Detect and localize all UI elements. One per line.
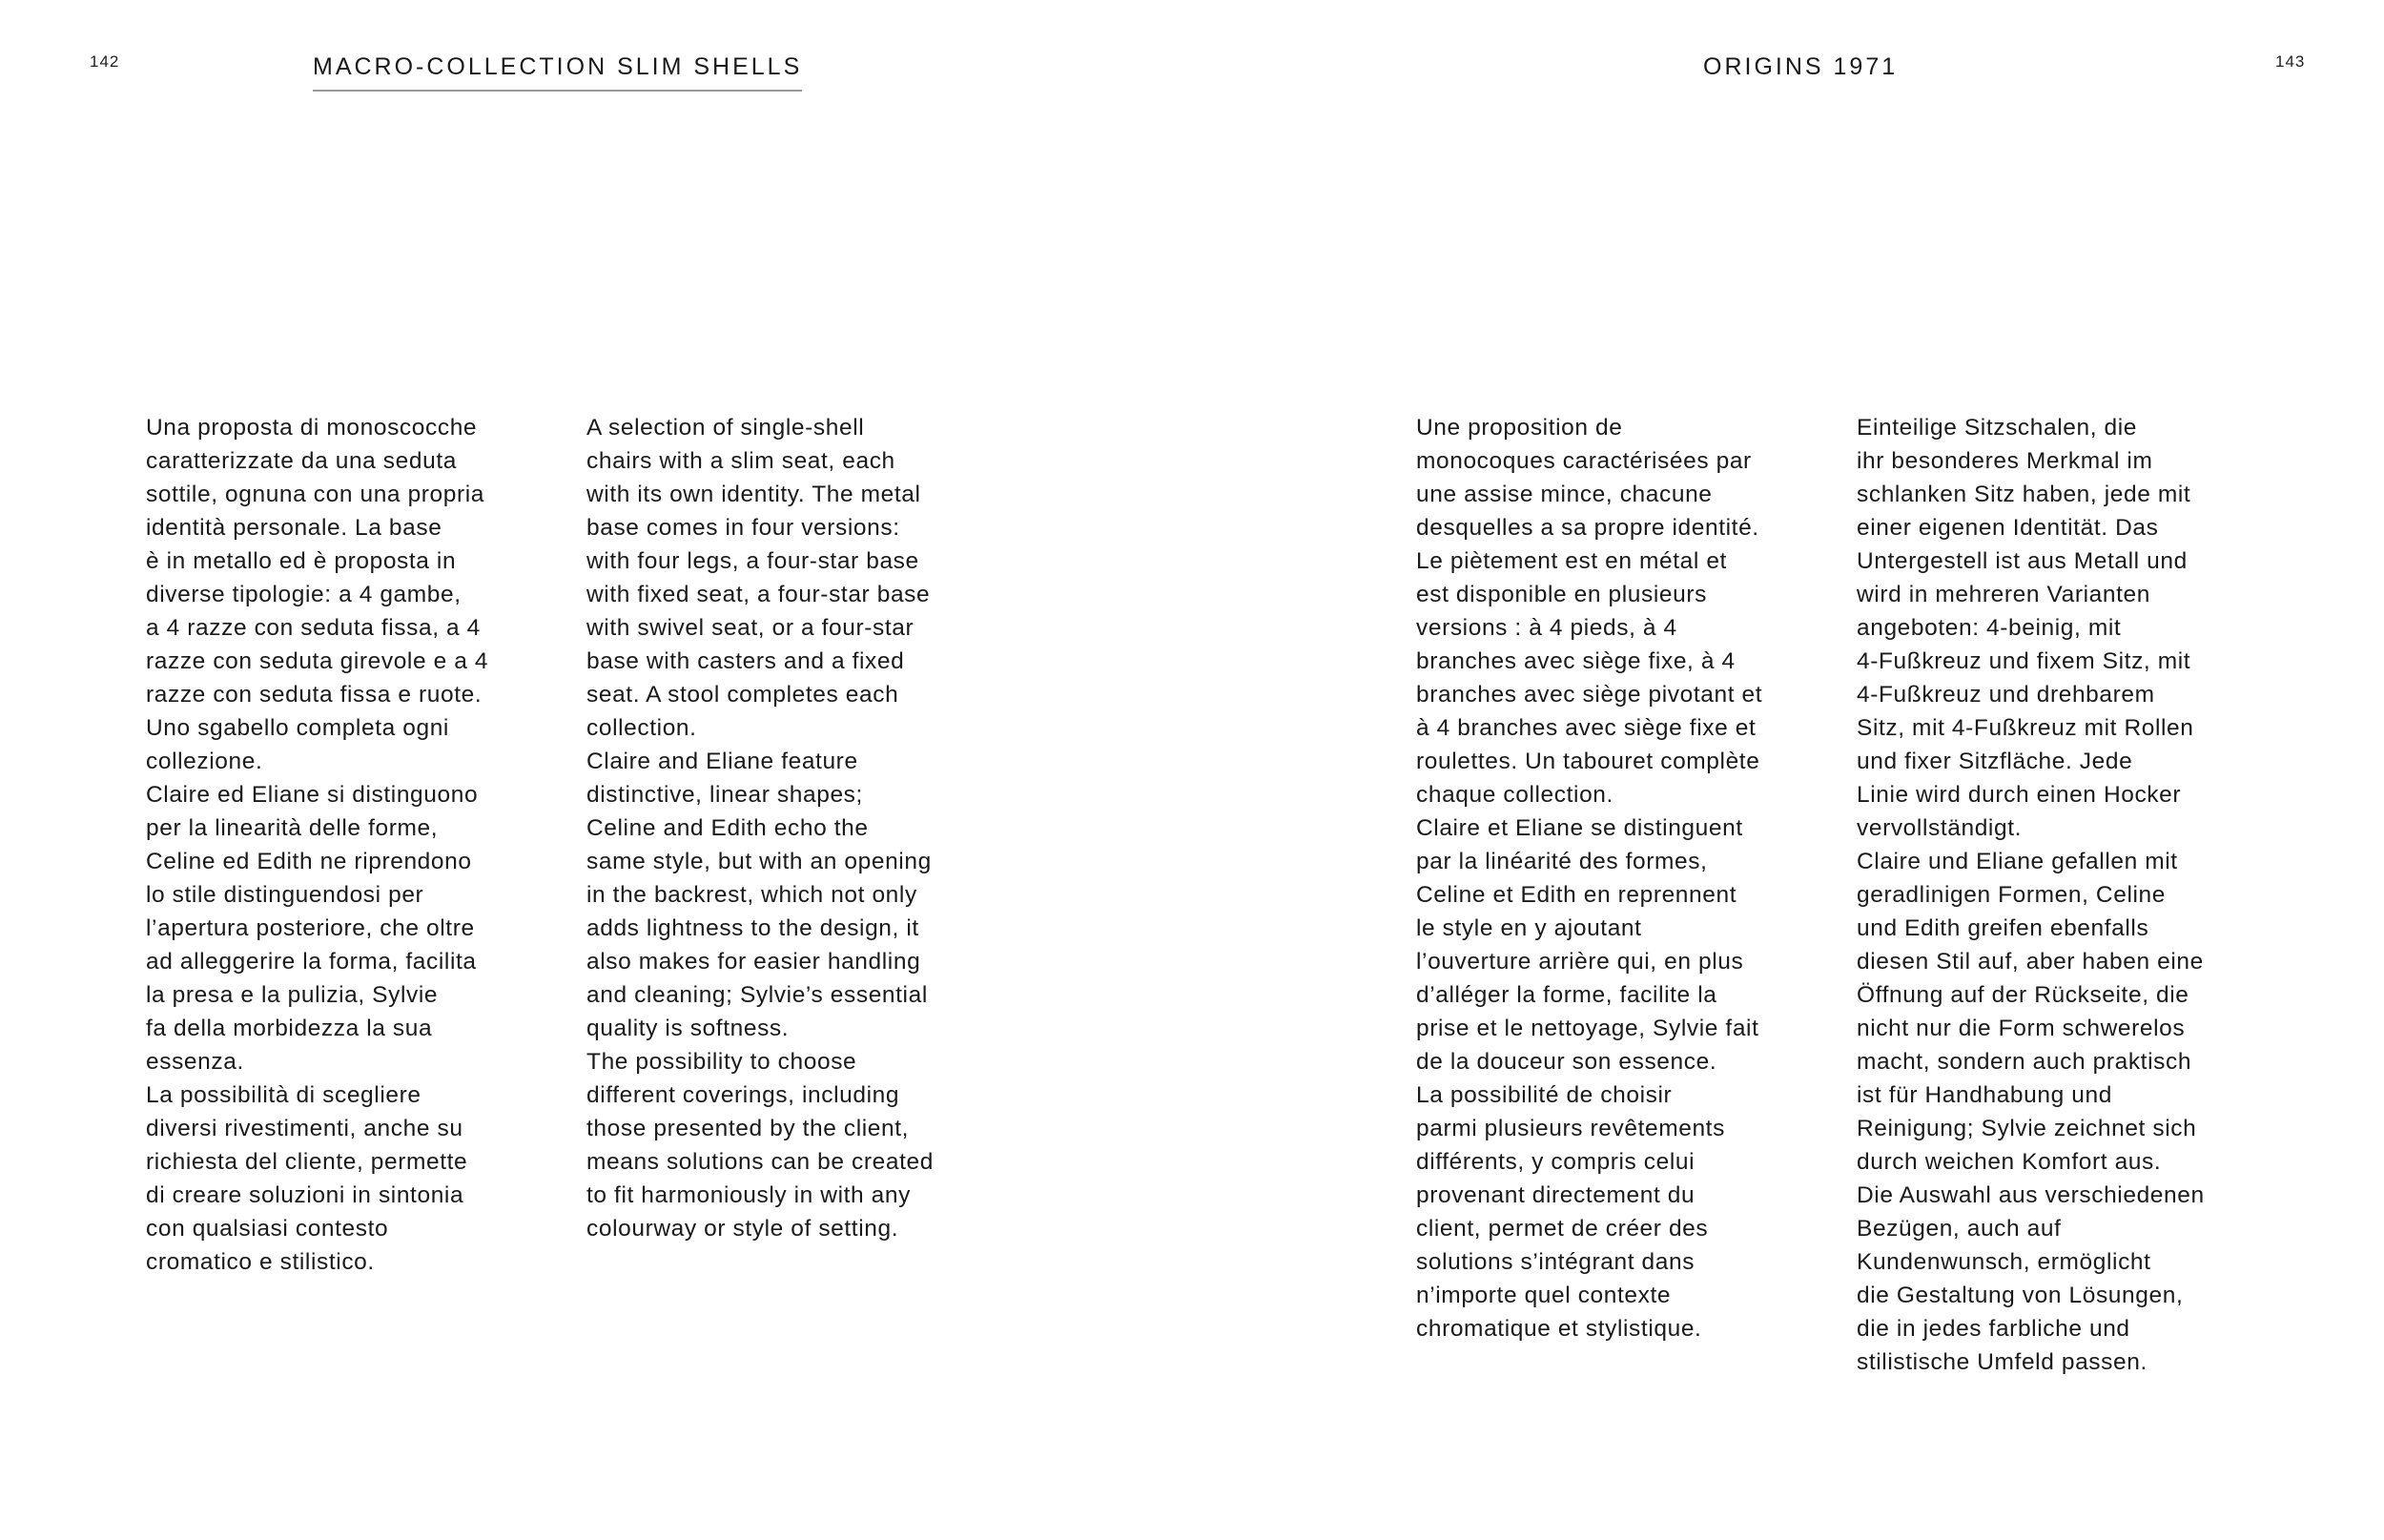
text-line: razze con seduta girevole e a 4 <box>146 648 489 674</box>
italian-text-column <box>146 411 546 1279</box>
text-line: vervollständigt. <box>1857 815 2023 841</box>
text-line: di creare soluzioni in sintonia <box>146 1182 464 1208</box>
text-line: l’apertura posteriore, che oltre <box>146 915 475 941</box>
text-line: La possibilité de choisir <box>1416 1082 1673 1108</box>
text-line: colourway or style of setting. <box>586 1216 899 1242</box>
text-line: n’importe quel contexte <box>1416 1283 1672 1308</box>
text-line: client, permet de créer des <box>1416 1216 1709 1242</box>
text-line: cromatico e stilistico. <box>146 1249 375 1275</box>
text-line: roulettes. Un tabouret complète <box>1416 749 1760 774</box>
text-line: Celine et Edith en reprennent <box>1416 882 1737 908</box>
text-line: chairs with a slim seat, each <box>586 448 895 474</box>
text-line: same style, but with an opening <box>586 849 932 874</box>
text-line: die in jedes farbliche und <box>1857 1316 2130 1342</box>
text-line: branches avec siège pivotant et <box>1416 682 1763 708</box>
text-line: ist für Handhabung und <box>1857 1082 2112 1108</box>
text-line: Claire and Eliane feature <box>586 749 858 774</box>
text-line: Kundenwunsch, ermöglicht <box>1857 1249 2151 1275</box>
text-line: ihr besonderes Merkmal im <box>1857 448 2153 474</box>
text-line: une assise mince, chacune <box>1416 482 1713 507</box>
text-line: to fit harmoniously in with any <box>586 1182 911 1208</box>
text-line: d’alléger la forme, facilite la <box>1416 982 1717 1008</box>
text-line: Claire und Eliane gefallen mit <box>1857 849 2178 874</box>
text-line: wird in mehreren Varianten <box>1857 582 2150 607</box>
text-line: with fixed seat, a four-star base <box>586 582 931 607</box>
text-line: A selection of single-shell <box>586 415 865 441</box>
text-line: those presented by the client, <box>586 1116 910 1141</box>
text-line: also makes for easier handling <box>586 949 921 975</box>
text-line: Una proposta di monoscocche <box>146 415 478 441</box>
text-line: versions : à 4 pieds, à 4 <box>1416 615 1677 641</box>
page-number-left: 142 <box>90 52 120 71</box>
text-line: la presa e la pulizia, Sylvie <box>146 982 439 1008</box>
text-line: und fixer Sitzfläche. Jede <box>1857 749 2133 774</box>
text-line: chromatique et stylistique. <box>1416 1316 1702 1342</box>
text-line: diversi rivestimenti, anche su <box>146 1116 463 1141</box>
text-line: Celine ed Edith ne riprendono <box>146 849 472 874</box>
text-line: desquelles a sa propre identité. <box>1416 515 1759 541</box>
text-line: différents, y compris celui <box>1416 1149 1696 1175</box>
text-line: ad alleggerire la forma, facilita <box>146 949 477 975</box>
text-line: schlanken Sitz haben, jede mit <box>1857 482 2191 507</box>
page-number-right: 143 <box>2275 52 2306 71</box>
text-line: macht, sondern auch praktisch <box>1857 1049 2192 1075</box>
running-title-right: ORIGINS 1971 <box>1703 53 1899 80</box>
text-line: razze con seduta fissa e ruote. <box>146 682 483 708</box>
english-text-column <box>586 411 987 1245</box>
text-line: nicht nur die Form schwerelos <box>1857 1016 2186 1041</box>
text-line: Bezügen, auch auf <box>1857 1216 2062 1242</box>
german-text-column <box>1857 411 2257 1379</box>
text-line: seat. A stool completes each <box>586 682 899 708</box>
text-line: prise et le nettoyage, Sylvie fait <box>1416 1016 1759 1041</box>
text-line: and cleaning; Sylvie’s essential <box>586 982 928 1008</box>
text-line: Celine and Edith echo the <box>586 815 869 841</box>
text-line: Le piètement est en métal et <box>1416 548 1727 574</box>
text-line: die Gestaltung von Lösungen, <box>1857 1283 2184 1308</box>
text-line: de la douceur son essence. <box>1416 1049 1717 1075</box>
text-line: identità personale. La base <box>146 515 442 541</box>
text-line: essenza. <box>146 1049 244 1075</box>
text-line: richiesta del cliente, permette <box>146 1149 468 1175</box>
text-line: per la linearità delle forme, <box>146 815 439 841</box>
text-line: base with casters and a fixed <box>586 648 905 674</box>
text-line: solutions s’intégrant dans <box>1416 1249 1696 1275</box>
text-line: sottile, ognuna con una propria <box>146 482 485 507</box>
text-line: in the backrest, which not only <box>586 882 917 908</box>
text-line: branches avec siège fixe, à 4 <box>1416 648 1736 674</box>
text-line: with its own identity. The metal <box>586 482 921 507</box>
text-line: quality is softness. <box>586 1016 790 1041</box>
text-line: lo stile distinguendosi per <box>146 882 424 908</box>
text-line: Une proposition de <box>1416 415 1623 441</box>
text-line: Untergestell ist aus Metall und <box>1857 548 2188 574</box>
text-line: 4-Fußkreuz und fixem Sitz, mit <box>1857 648 2191 674</box>
text-line: 4-Fußkreuz und drehbarem <box>1857 682 2155 708</box>
text-line: caratterizzate da una seduta <box>146 448 457 474</box>
text-line: Claire ed Eliane si distinguono <box>146 782 479 808</box>
text-line: con qualsiasi contesto <box>146 1216 389 1242</box>
text-line: fa della morbidezza la sua <box>146 1016 433 1041</box>
text-line: à 4 branches avec siège fixe et <box>1416 715 1757 741</box>
text-line: chaque collection. <box>1416 782 1613 808</box>
text-line: provenant directement du <box>1416 1182 1696 1208</box>
text-line: geradlinigen Formen, Celine <box>1857 882 2166 908</box>
text-line: with swivel seat, or a four-star <box>586 615 915 641</box>
text-line: Einteilige Sitzschalen, die <box>1857 415 2138 441</box>
running-title-left: MACRO-COLLECTION SLIM SHELLS <box>313 53 802 92</box>
text-line: distinctive, linear shapes; <box>586 782 863 808</box>
text-line: with four legs, a four-star base <box>586 548 919 574</box>
text-line: und Edith greifen ebenfalls <box>1857 915 2149 941</box>
text-line: est disponible en plusieurs <box>1416 582 1707 607</box>
text-line: La possibilità di scegliere <box>146 1082 421 1108</box>
text-line: einer eigenen Identität. Das <box>1857 515 2159 541</box>
text-line: diverse tipologie: a 4 gambe, <box>146 582 462 607</box>
text-line: Reinigung; Sylvie zeichnet sich <box>1857 1116 2197 1141</box>
text-line: base comes in four versions: <box>586 515 900 541</box>
text-line: Uno sgabello completa ogni <box>146 715 449 741</box>
text-line: Die Auswahl aus verschiedenen <box>1857 1182 2205 1208</box>
text-line: a 4 razze con seduta fissa, a 4 <box>146 615 481 641</box>
text-line: adds lightness to the design, it <box>586 915 919 941</box>
text-line: stilistische Umfeld passen. <box>1857 1349 2148 1375</box>
french-text-column <box>1416 411 1817 1345</box>
text-line: collection. <box>586 715 697 741</box>
text-line: le style en y ajoutant <box>1416 915 1642 941</box>
text-line: Claire et Eliane se distinguent <box>1416 815 1743 841</box>
text-line: parmi plusieurs revêtements <box>1416 1116 1725 1141</box>
text-line: means solutions can be created <box>586 1149 934 1175</box>
text-line: Öffnung auf der Rückseite, die <box>1857 982 2189 1008</box>
text-line: l’ouverture arrière qui, en plus <box>1416 949 1744 975</box>
text-line: collezione. <box>146 749 263 774</box>
text-line: angeboten: 4-beinig, mit <box>1857 615 2122 641</box>
text-line: par la linéarité des formes, <box>1416 849 1708 874</box>
text-line: Linie wird durch einen Hocker <box>1857 782 2182 808</box>
text-line: diesen Stil auf, aber haben eine <box>1857 949 2204 975</box>
text-line: The possibility to choose <box>586 1049 857 1075</box>
text-line: durch weichen Komfort aus. <box>1857 1149 2162 1175</box>
text-line: different coverings, including <box>586 1082 900 1108</box>
text-line: è in metallo ed è proposta in <box>146 548 457 574</box>
text-line: Sitz, mit 4-Fußkreuz mit Rollen <box>1857 715 2194 741</box>
text-line: monocoques caractérisées par <box>1416 448 1752 474</box>
